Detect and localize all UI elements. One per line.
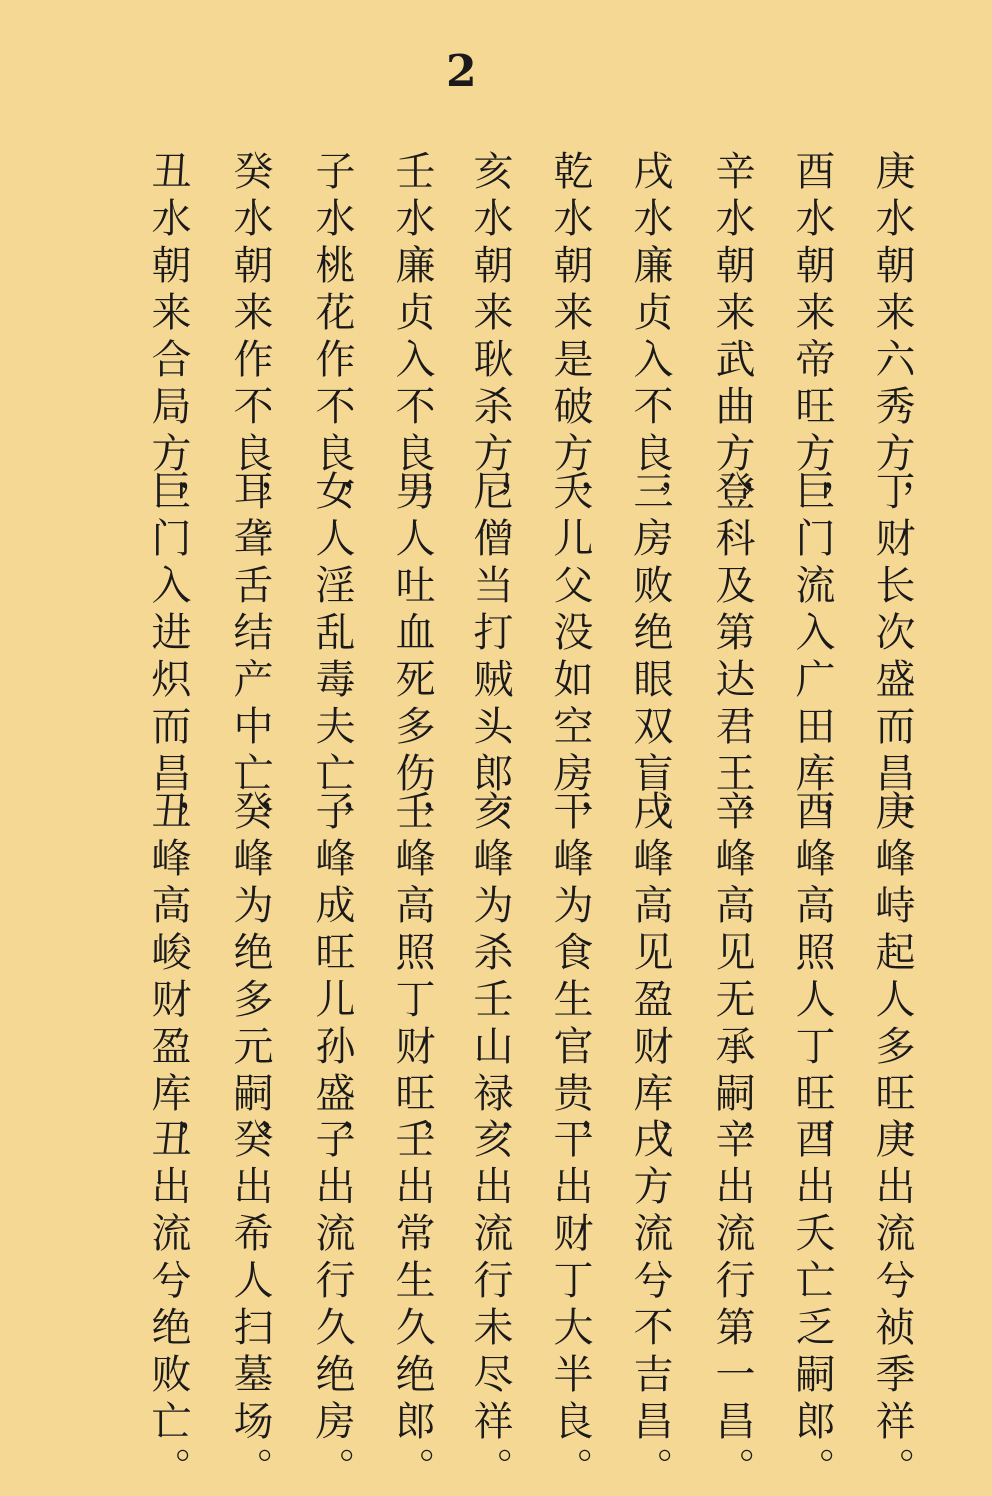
verse-segment: 戌水廉贞入不良， <box>627 150 673 526</box>
verse-segment: 酉出夭亡乏嗣郎。 <box>789 1118 835 1494</box>
verse-segment: 登科及第达君王， <box>709 470 755 846</box>
verse-segment: 尼僧当打贼头郎， <box>467 470 513 846</box>
verse-segment: 庚峰峙起人多旺， <box>869 790 915 1166</box>
verse-segment: 子峰成旺儿孙盛， <box>309 790 355 1166</box>
verse-segment: 丑峰高峻财盈库， <box>145 790 191 1166</box>
verse-segment: 男人吐血死多伤， <box>389 470 435 846</box>
verse-segment: 亥水朝来耿杀方， <box>467 150 513 526</box>
verse-segment: 辛水朝来武曲方， <box>709 150 755 526</box>
verse-segment: 酉峰高照人丁旺， <box>789 790 835 1166</box>
verse-segment: 庚水朝来六秀方， <box>869 150 915 526</box>
verse-segment: 癸水朝来作不良， <box>227 150 273 526</box>
verse-segment: 耳聋舌结产中亡， <box>227 470 273 846</box>
verse-segment: 辛出流行第一昌。 <box>709 1118 755 1494</box>
verse-segment: 癸出希人扫墓场。 <box>227 1118 273 1494</box>
verse-segment: 丁财长次盛而昌， <box>869 470 915 846</box>
verse-segment: 三房败绝眼双盲， <box>627 470 673 846</box>
verse-segment: 丑水朝来合局方， <box>145 150 191 526</box>
verse-segment: 巨门入进炽而昌， <box>145 470 191 846</box>
verse-segment: 亥峰为杀壬山禄， <box>467 790 513 1166</box>
verse-segment: 壬水廉贞入不良， <box>389 150 435 526</box>
verse-segment: 干出财丁大半良。 <box>547 1118 593 1494</box>
verse-segment: 庚出流兮祯季祥。 <box>869 1118 915 1494</box>
verse-segment: 子出流行久绝房。 <box>309 1118 355 1494</box>
verse-segment: 壬出常生久绝郎。 <box>389 1118 435 1494</box>
verse-segment: 干峰为食生官贵， <box>547 790 593 1166</box>
verse-segment: 酉水朝来帝旺方， <box>789 150 835 526</box>
verse-segment: 辛峰高见无承嗣， <box>709 790 755 1166</box>
verse-segment: 戌峰高见盈财库， <box>627 790 673 1166</box>
verse-segment: 巨门流入广田库， <box>789 470 835 846</box>
verse-segment: 乾水朝来是破方， <box>547 150 593 526</box>
verse-segment: 壬峰高照丁财旺， <box>389 790 435 1166</box>
verse-segment: 亥出流行未尽祥。 <box>467 1118 513 1494</box>
verse-segment: 女人淫乱毒夫亡， <box>309 470 355 846</box>
page-number: 2 <box>446 46 477 97</box>
verse-segment: 癸峰为绝多元嗣， <box>227 790 273 1166</box>
verse-segment: 子水桃花作不良， <box>309 150 355 526</box>
verse-segment: 丑出流兮绝败亡。 <box>145 1118 191 1494</box>
verse-segment: 戌方流兮不吉昌。 <box>627 1118 673 1494</box>
verse-segment: 夭儿父没如空房， <box>547 470 593 846</box>
